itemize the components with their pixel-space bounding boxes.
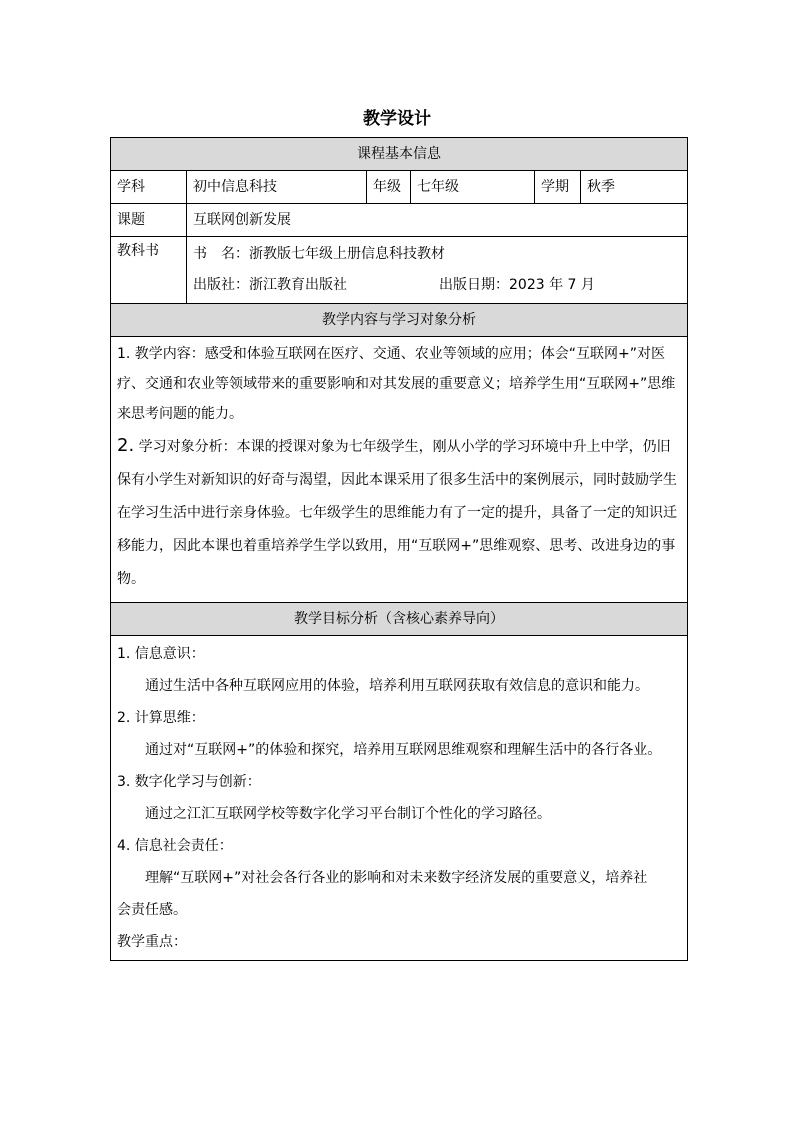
objective-1-title: 1. 信息意识： — [117, 646, 205, 662]
topic-label: 课题 — [111, 204, 187, 237]
learner-analysis-number: 2. — [117, 435, 135, 456]
objectives-row — [111, 636, 688, 961]
objective-3-text: 通过之江汇互联网学校等数字化学习平台制订个性化的学习路径。 — [145, 806, 551, 822]
objective-3-title: 3. 数字化学习与创新： — [117, 774, 261, 790]
section-title-basic: 课程基本信息 — [111, 138, 688, 171]
analysis-content — [111, 337, 688, 603]
book-publisher: 出版社：浙江教育出版社 — [193, 277, 347, 293]
textbook-row — [111, 237, 688, 304]
term-value: 秋季 — [581, 171, 688, 204]
analysis-row — [111, 337, 688, 603]
term-label: 学期 — [535, 171, 581, 204]
topic-row — [111, 204, 688, 237]
topic-value: 互联网创新发展 — [187, 204, 688, 237]
teaching-content-paragraph: 1. 教学内容：感受和体验互联网在医疗、交通、农业等领域的应用；体会“互联网+”对医疗、交通和农业等领域带来的重要影响和对其发展的重要意义；培养学生用“互联网+”思维来思考问题的能力。 — [117, 346, 676, 422]
objective-2-text: 通过对“互联网+”的体验和探究，培养用互联网思维观察和理解生活中的各行各业。 — [145, 742, 662, 758]
section-title-analysis: 教学内容与学习对象分析 — [111, 304, 688, 337]
learner-analysis-text: 学习对象分析：本课的授课对象为七年级学生，刚从小学的学习环境中升上中学，仍旧保有小学生对新知识的好奇与渴望，因此本课采用了很多生活中的案例展示，同时鼓励学生在学习生活中进行亲身体验。七年级学生的思维能力有了一定的提升，具备了一定的知识迁移能力，因此本课也着重培养学生学以致用，用“互联网+”思维观察、思考、改进身边的事物。 — [117, 439, 677, 587]
textbook-info — [187, 237, 688, 304]
objectives-content — [111, 636, 688, 961]
book-name: 书 名：浙教版七年级上册信息科技教材 — [193, 246, 445, 262]
book-publisher-line — [193, 270, 681, 301]
section-title-objectives: 教学目标分析（含核心素养导向） — [111, 603, 688, 636]
objective-1-text: 通过生活中各种互联网应用的体验，培养利用互联网获取有效信息的意识和能力。 — [145, 678, 649, 694]
section-header-objectives — [111, 603, 688, 636]
lesson-plan-table — [110, 137, 688, 961]
book-pub-date: 出版日期：2023 年 7 月 — [439, 277, 595, 293]
objective-4-text: 理解“互联网+”对社会各行各业的影响和对未来数字经济发展的重要意义，培养社会责任感。 — [117, 870, 648, 918]
grade-label: 年级 — [367, 171, 411, 204]
learner-analysis-paragraph — [117, 429, 681, 596]
key-points-label: 教学重点： — [117, 934, 187, 950]
section-header-analysis — [111, 304, 688, 337]
subject-row — [111, 171, 688, 204]
grade-value: 七年级 — [411, 171, 535, 204]
section-header-basic — [111, 138, 688, 171]
objective-4-title: 4. 信息社会责任： — [117, 838, 233, 854]
textbook-label: 教科书 — [111, 237, 187, 304]
document-title: 教学设计 — [363, 109, 431, 129]
subject-value: 初中信息科技 — [187, 171, 367, 204]
objective-2-title: 2. 计算思维： — [117, 710, 205, 726]
subject-label: 学科 — [111, 171, 187, 204]
